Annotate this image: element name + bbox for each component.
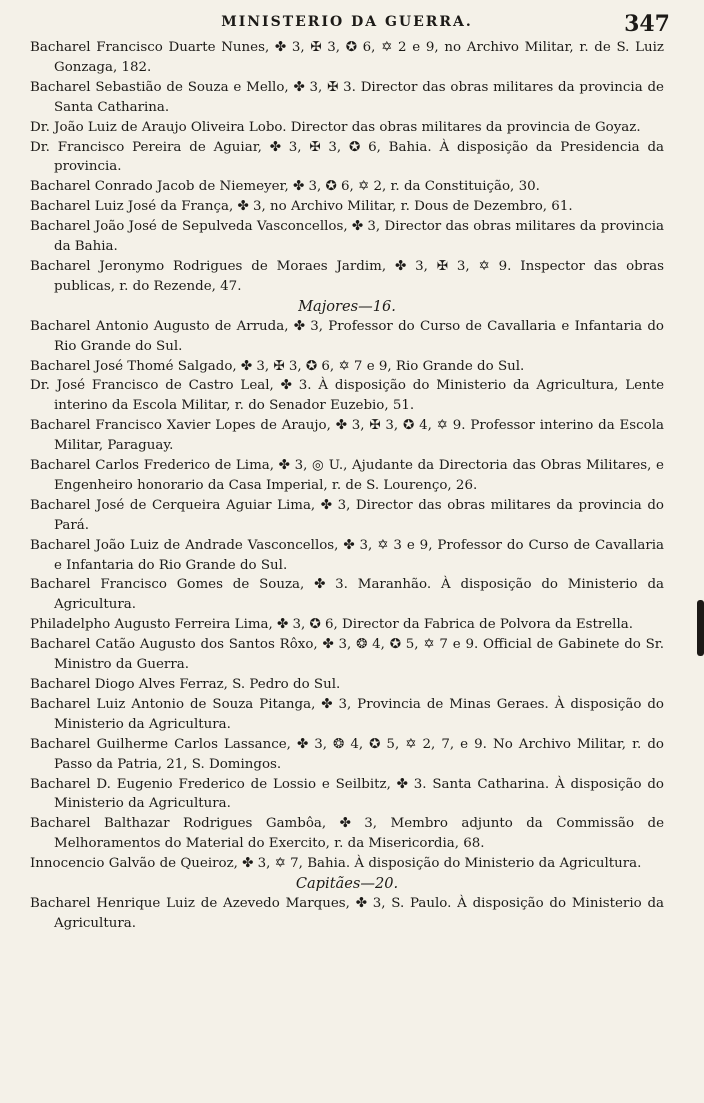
list-entry: Bacharel Luiz José da França, ✤ 3, no Archivo Militar, r. Dous de Dezembro, 61. [30,199,573,215]
section-heading-capitaes: Capitães—20. [295,875,399,893]
list-entry: Dr. João Luiz de Araujo Oliveira Lobo. Director das obras militares da provincia de Goyaz. [30,119,641,135]
list-entry: Bacharel José de Cerqueira Aguiar Lima, ✤ 3, Director das obras militares da provincia do Pará. [30,497,664,533]
list-entry: Bacharel Francisco Xavier Lopes de Araujo, ✤ 3, ✠ 3, ✪ 4, ✡ 9. Professor interino da Escola Militar, Paraguay. [30,418,664,454]
list-entry: Bacharel Carlos Frederico de Lima, ✤ 3, ◎ U., Ajudante da Directoria das Obras Militares, e Engenheiro honorario da Casa Imperial, r. de S. Lourenço, 26. [30,458,664,493]
list-entry: Dr. Francisco Pereira de Aguiar, ✤ 3, ✠ 3, ✪ 6, Bahia. À disposição da Presidencia da provincia. [30,139,664,175]
list-entry: Philadelpho Augusto Ferreira Lima, ✤ 3, ✪ 6, Director da Fabrica de Polvora da Estrella. [30,617,633,633]
page-edge-mark [697,600,704,656]
list-entry: Bacharel Jeronymo Rodrigues de Moraes Jardim, ✤ 3, ✠ 3, ✡ 9. Inspector das obras publicas, r. do Rezende, 47. [30,258,664,294]
list-entry: Bacharel João Luiz de Andrade Vasconcellos, ✤ 3, ✡ 3 e 9, Professor do Curso de Cavallaria e Infantaria do Rio Grande do Sul. [30,537,664,573]
list-entry: Bacharel Diogo Alves Ferraz, S. Pedro do Sul. [30,677,341,692]
list-entry: Bacharel Francisco Gomes de Souza, ✤ 3. Maranhão. À disposição do Ministerio da Agricultura. [30,577,664,613]
list-entry: Bacharel José Thomé Salgado, ✤ 3, ✠ 3, ✪ 6, ✡ 7 e 9, Rio Grande do Sul. [30,358,525,374]
list-entry: Bacharel Henrique Luiz de Azevedo Marques, ✤ 3, S. Paulo. À disposição do Ministerio da Agricultura. [30,895,664,931]
list-entry: Bacharel Catão Augusto dos Santos Rôxo, ✤ 3, ❂ 4, ✪ 5, ✡ 7 e 9. Official de Gabinete do Sr. Ministro da Guerra. [30,637,664,673]
list-entry: Innocencio Galvão de Queiroz, ✤ 3, ✡ 7, Bahia. À disposição do Ministerio da Agricultura. [30,856,642,872]
list-entry: Dr. José Francisco de Castro Leal, ✤ 3. À disposição do Ministerio da Agricultura, Lente interino da Escola Militar, r. do Senador Euzebio, 51. [30,378,664,414]
running-head [30,11,670,38]
list-entry: Bacharel Luiz Antonio de Souza Pitanga, ✤ 3, Provincia de Minas Geraes. À disposição do Ministerio da Agricultura. [30,696,664,732]
list-entry: Bacharel Guilherme Carlos Lassance, ✤ 3, ❂ 4, ✪ 5, ✡ 2, 7, e 9. No Archivo Militar, r. do Passo da Patria, 21, S. Domingos. [30,736,664,772]
list-entry: Bacharel D. Eugenio Frederico de Lossio e Seilbitz, ✤ 3. Santa Catharina. À disposição do Ministerio da Agricultura. [30,776,664,812]
running-title: MINISTERIO DA GUERRA. [221,14,473,30]
list-entry: Bacharel João José de Sepulveda Vasconcellos, ✤ 3, Director das obras militares da provincia da Bahia. [30,219,664,255]
list-entry: Bacharel Conrado Jacob de Niemeyer, ✤ 3, ✪ 6, ✡ 2, r. da Constituição, 30. [30,179,540,195]
list-entry: Bacharel Sebastião de Souza e Mello, ✤ 3, ✠ 3. Director das obras militares da provincia de Santa Catharina. [30,79,664,115]
list-entry: Bacharel Francisco Duarte Nunes, ✤ 3, ✠ 3, ✪ 6, ✡ 2 e 9, no Archivo Militar, r. de S. Luiz Gonzaga, 182. [30,40,664,75]
officer-list [30,38,664,934]
list-entry: Bacharel Balthazar Rodrigues Gambôa, ✤ 3, Membro adjunto da Commissão de Melhoramentos do Material do Exercito, r. da Misericordia, 68. [30,816,664,852]
page-number: 347 [624,11,670,37]
list-entry: Bacharel Antonio Augusto de Arruda, ✤ 3, Professor do Curso de Cavallaria e Infantaria do Rio Grande do Sul. [30,318,664,354]
section-heading-majores: Majores—16. [298,297,396,315]
